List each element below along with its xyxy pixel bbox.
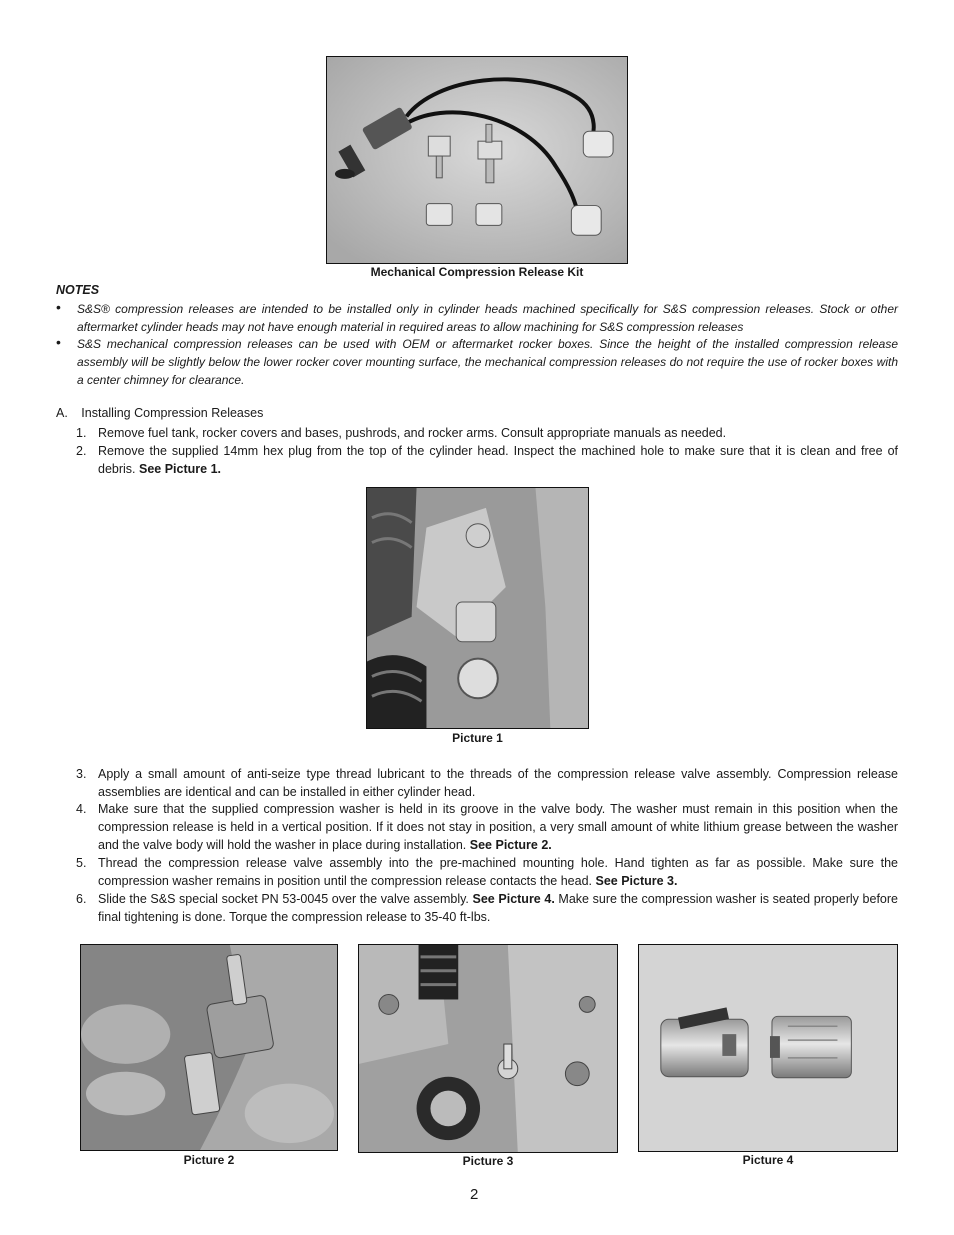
step-text: Apply a small amount of anti-seize type thread lubricant to the threads of the compression release valve assembly. Compression release assemblies are identical and can be installed in either cylinder head. xyxy=(98,767,898,799)
step-reference: See Picture 1. xyxy=(139,462,221,476)
picture-3-photo xyxy=(358,944,618,1153)
bullet-icon: • xyxy=(56,299,61,315)
picture-2-caption: Picture 2 xyxy=(183,1153,235,1167)
step-5 xyxy=(76,854,898,890)
picture-1-photo xyxy=(366,487,589,729)
picture-3-caption: Picture 3 xyxy=(462,1154,514,1168)
step-reference: See Picture 2. xyxy=(469,838,552,852)
step-text: Make sure that the supplied compression washer is held in its groove in the valve body. The washer must remain in this position when the compression release is held in a vertical position. If it does not stay in position, a very small amount of white lithium grease between the washer and the valve body will hold the washer in place during installation. xyxy=(98,802,898,852)
step-4 xyxy=(76,800,898,854)
step-1 xyxy=(76,424,898,442)
note-text-2: S&S mechanical compression releases can be used with OEM or aftermarket rocker boxes. Since the height of the installed compression release assembly will be slightly below the lower rocker cover mounting surface, the mechanical compression releases do not require the use of rocker boxes with a center chimney for clearance. xyxy=(77,337,898,387)
step-reference: See Picture 3. xyxy=(595,874,678,888)
note-item-2 xyxy=(56,335,898,389)
step-number: 3. xyxy=(76,767,87,781)
step-text: Remove the supplied 14mm hex plug from the top of the cylinder head. Inspect the machined hole to make sure that it is clean and free of debris. xyxy=(98,444,898,476)
note-item-1 xyxy=(56,300,898,336)
kit-photo xyxy=(326,56,628,264)
notes-heading: NOTES xyxy=(56,283,100,297)
step-6 xyxy=(76,890,898,926)
step-number: 2. xyxy=(76,444,87,458)
step-reference: See Picture 4. xyxy=(472,892,555,906)
step-text: Slide the S&S special socket PN 53-0045 over the valve assembly. xyxy=(98,892,473,906)
step-text: Thread the compression release valve assembly into the pre-machined mounting hole. Hand tighten as far as possible. Make sure the compression washer remains in position until the compression release contacts the head. xyxy=(98,856,898,888)
picture-4-caption: Picture 4 xyxy=(742,1153,794,1167)
step-3 xyxy=(76,765,898,801)
section-title: Installing Compression Releases xyxy=(81,406,264,420)
step-number: 4. xyxy=(76,802,87,816)
step-text-tail: Make sure the compression washer is seated properly before final tightening is done. Torque the compression release to 35-40 ft-lbs. xyxy=(98,892,898,924)
step-number: 5. xyxy=(76,856,87,870)
picture-2-photo xyxy=(80,944,338,1151)
picture-4-photo xyxy=(638,944,898,1152)
kit-caption: Mechanical Compression Release Kit xyxy=(370,265,584,279)
picture-1-caption: Picture 1 xyxy=(452,731,503,745)
page-number: 2 xyxy=(470,1186,479,1203)
step-number: 1. xyxy=(76,426,87,440)
section-heading xyxy=(56,406,263,420)
note-text-1: S&S® compression releases are intended to be installed only in cylinder heads machined specifically for S&S compression releases. Stock or other aftermarket cylinder heads may not have enough material in required areas to allow machining for S&S compression releases xyxy=(77,302,898,334)
section-label: A. xyxy=(56,406,68,420)
step-2 xyxy=(76,442,898,478)
bullet-icon: • xyxy=(56,334,61,350)
step-number: 6. xyxy=(76,892,87,906)
step-text: Remove fuel tank, rocker covers and bases, pushrods, and rocker arms. Consult appropriate manuals as needed. xyxy=(98,426,727,440)
